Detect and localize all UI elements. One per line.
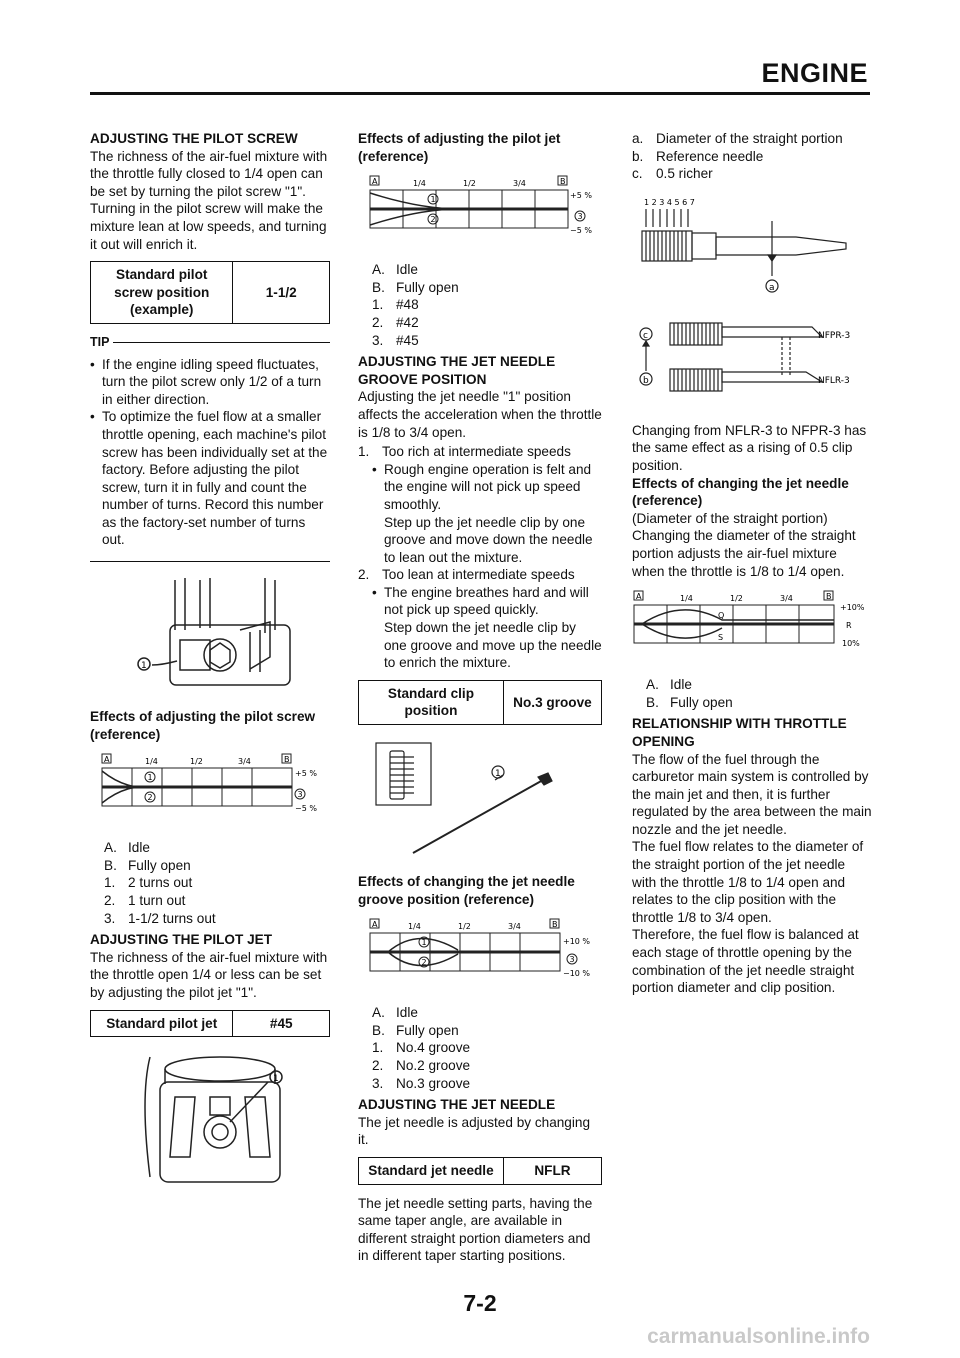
legend-item: B. Fully open xyxy=(646,694,733,710)
carburetor-pilot-screw-illustration xyxy=(90,570,330,700)
jet-needle-clip-illustration xyxy=(358,735,602,865)
graph-label-a: A xyxy=(636,592,642,602)
graph-circle-1: 1 xyxy=(147,773,153,783)
graph-minus: 10% xyxy=(842,639,860,649)
fig-caption-pilot-jet: Effects of adjusting the pilot jet (reference) xyxy=(358,131,561,164)
graph-minus: −5 % xyxy=(295,804,317,814)
graph-label-a: A xyxy=(372,177,378,187)
para-pilot-screw: The richness of the air-fuel mixture with the throttle fully closed to 1/4 open can be set by turning the pilot screw "1". Turning in the pilot screw will make the mixture lean at low speeds, and turning it out will enrich it. xyxy=(90,148,328,252)
para-throttle-1: The flow of the fuel through the carburetor main system is controlled by the main jet and then, it is further regulated by the area between the main nozzle and the jet needle. xyxy=(632,751,872,837)
legend-item: a. Diameter of the straight portion xyxy=(632,131,843,146)
heading-pilot-jet: ADJUSTING THE PILOT JET xyxy=(90,932,273,948)
legend-item: 2. 1 turn out xyxy=(104,893,186,909)
spec-table-jet-needle xyxy=(358,1157,602,1185)
legend-pilot-jet xyxy=(358,261,602,349)
graph-circle-1: 1 xyxy=(421,938,427,948)
legend-groove xyxy=(358,1004,602,1092)
graph-label-b: B xyxy=(826,592,832,602)
header-title: ENGINE xyxy=(761,58,868,88)
spec-key: Standard pilot screw position (example) xyxy=(91,262,233,323)
para-diameter-note: (Diameter of the straight portion) xyxy=(632,510,828,526)
graph-circle-2: 2 xyxy=(430,215,436,225)
para-throttle-2: The fuel flow relates to the diameter of the straight portion of the jet needle with the throttle 1/8 to 1/4 open and relates to the clip position with the throttle 1/8 to 3/4 open. xyxy=(632,839,864,925)
graph-tick-q2: 1/2 xyxy=(463,179,476,189)
graph-label-a: A xyxy=(372,920,378,930)
legend-item: B. Fully open xyxy=(372,279,459,295)
needle-label-nfpr: NFPR-3 xyxy=(818,330,851,341)
jet-needle-diameter-illustration xyxy=(632,191,872,301)
graph-plus: +10 % xyxy=(563,937,591,947)
para-groove-position: Adjusting the jet needle "1" position affects the acceleration when the throttle is 1/8 to 3/4 open. xyxy=(358,389,602,440)
graph-label-s: S xyxy=(718,633,724,643)
legend-item: 1. No.4 groove xyxy=(372,1040,471,1056)
legend-item: A. Idle xyxy=(646,677,692,693)
column-2 xyxy=(358,130,602,1265)
svg-text:b: b xyxy=(643,375,649,386)
spec-key: Standard jet needle xyxy=(359,1158,504,1184)
tip-box xyxy=(90,334,330,562)
graph-circle-3: 3 xyxy=(577,212,583,222)
graph-tick-q2: 1/2 xyxy=(730,594,743,604)
graph-label-r: R xyxy=(846,621,852,631)
graph-label-q: Q xyxy=(718,611,725,621)
legend-item: A. Idle xyxy=(372,1005,418,1021)
para-pilot-jet: The richness of the air-fuel mixture with the throttle open 1/4 or less can be set by adjusting the pilot jet "1". xyxy=(90,949,328,1000)
list-rich-lean: 1. Too rich at intermediate speeds • Rough engine operation is felt and the engine will not pick up speed smoothly. Step up the jet needle clip by one groove and move down the needle to lean out the mixture. 2. Too lean at intermediate speeds • The engine breathes hard and will not pick up speed quickly. Step down the jet needle clip by one groove and move up the needle to enrich the mixture. xyxy=(358,443,602,672)
legend-item: 1. #48 xyxy=(372,297,419,313)
graph-tick-q2: 1/2 xyxy=(458,922,471,932)
heading-pilot-screw: ADJUSTING THE PILOT SCREW xyxy=(90,131,298,146)
groove-effect-graph xyxy=(358,916,602,996)
graph-circle-1: 1 xyxy=(430,195,436,205)
heading-needle-effect: Effects of changing the jet needle (reference) xyxy=(632,475,849,509)
spec-value: No.3 groove xyxy=(513,694,592,710)
svg-text:1 2 3 4 5 6 7: 1 2 3 4 5 6 7 xyxy=(644,197,695,207)
heading-throttle: RELATIONSHIP WITH THROTTLE OPENING xyxy=(632,716,847,749)
heading-groove-position: ADJUSTING THE JET NEEDLE GROOVE POSITION xyxy=(358,354,556,387)
graph-tick-q1: 1/4 xyxy=(408,922,421,932)
graph-tick-q3: 3/4 xyxy=(238,757,251,767)
list-note: Step up the jet needle clip by one groove and move down the needle to lean out the mixture. xyxy=(384,514,593,565)
graph-label-b: B xyxy=(552,920,558,930)
graph-tick-q2: 1/2 xyxy=(190,757,203,767)
graph-tick-q1: 1/4 xyxy=(145,757,158,767)
legend-item: A. Idle xyxy=(372,262,418,278)
graph-label-b: B xyxy=(560,177,566,187)
graph-circle-2: 2 xyxy=(147,793,153,803)
legend-item: B. Fully open xyxy=(372,1022,459,1038)
tip-item: • If the engine idling speed fluctuates, turn the pilot screw only 1/2 of a turn in either direction. xyxy=(90,356,330,409)
legend-item: 3. 1-1/2 turns out xyxy=(104,910,216,926)
legend-item: 3. No.3 groove xyxy=(372,1075,471,1091)
graph-tick-q1: 1/4 xyxy=(680,594,693,604)
spec-key: Standard pilot jet xyxy=(91,1011,233,1037)
graph-tick-q3: 3/4 xyxy=(513,179,526,189)
legend-item: b. Reference needle xyxy=(632,148,764,164)
needle-label-nflr: NFLR-3 xyxy=(818,375,850,386)
needle-effect-graph xyxy=(632,588,872,668)
heading-jet-needle: ADJUSTING THE JET NEEDLE xyxy=(358,1097,556,1113)
graph-plus: +10% xyxy=(840,603,865,613)
para-needle-parts: The jet needle setting parts, having the same taper angle, are available in different straight portion diameters and in different taper starting positions. xyxy=(358,1195,593,1264)
graph-tick-q1: 1/4 xyxy=(413,179,426,189)
spec-key: Standard clip position xyxy=(359,681,504,724)
para-nflr-nfpr: Changing from NFLR-3 to NFPR-3 has the same effect as a rising of 0.5 clip position. xyxy=(632,422,867,473)
graph-circle-3: 3 xyxy=(569,955,575,965)
spec-value: #45 xyxy=(269,1015,293,1031)
para-diameter: Changing the diameter of the straight portion adjusts the air-fuel mixture when the throttle is 1/8 to 1/4 open. xyxy=(632,528,856,579)
pilot-jet-effect-graph xyxy=(358,173,602,253)
fig-caption-pilot-screw: Effects of adjusting the pilot screw (reference) xyxy=(90,709,316,742)
graph-tick-q3: 3/4 xyxy=(508,922,521,932)
graph-tick-q3: 3/4 xyxy=(780,594,793,604)
graph-circle-3: 3 xyxy=(297,790,303,800)
graph-circle-2: 2 xyxy=(421,958,427,968)
spec-table-clip xyxy=(358,680,602,725)
list-bullet: • The engine breathes hard and will not pick up speed quickly. xyxy=(372,584,602,619)
graph-minus: −5 % xyxy=(570,226,592,236)
legend-item: 2. #42 xyxy=(372,314,419,330)
legend-needle xyxy=(632,130,872,183)
pilot-screw-effect-graph xyxy=(90,751,330,831)
tip-label: TIP xyxy=(90,334,110,349)
legend-item: c. 0.5 richer xyxy=(632,166,713,182)
legend-pilot-screw xyxy=(90,839,330,927)
legend-item: 1. 2 turns out xyxy=(104,875,193,891)
para-jet-needle: The jet needle is adjusted by changing it. xyxy=(358,1114,591,1148)
list-note: Step down the jet needle clip by one groove and move up the needle to enrich the mixture. xyxy=(384,620,602,671)
spec-value: NFLR xyxy=(534,1162,571,1178)
spec-table-pilot-jet xyxy=(90,1010,330,1038)
legend-item: B. Fully open xyxy=(104,857,191,873)
needle-comparison-illustration xyxy=(632,309,872,414)
graph-label-b: B xyxy=(284,755,290,765)
legend-needle-effect xyxy=(632,676,872,711)
legend-item: 2. No.2 groove xyxy=(372,1058,471,1073)
graph-plus: +5 % xyxy=(570,191,592,201)
graph-plus: +5 % xyxy=(295,769,317,779)
svg-text:1: 1 xyxy=(273,1074,279,1085)
graph-minus: −10 % xyxy=(563,969,591,979)
svg-text:c: c xyxy=(643,330,648,341)
column-1 xyxy=(90,130,330,1205)
tip-item: • To optimize the fuel flow at a smaller throttle opening, each machine's pilot screw has been individually set at the factory. Before adjusting the pilot screw, turn it in fully and count the number of turns. Record this number as the factory-set number of turns out. xyxy=(90,408,330,549)
header-rule xyxy=(90,92,870,95)
carburetor-pilot-jet-illustration xyxy=(90,1047,330,1197)
spec-value: 1-1/2 xyxy=(265,284,297,300)
column-3 xyxy=(632,130,872,997)
para-throttle-3: Therefore, the fuel flow is balanced at each stage of throttle opening by the combination of the jet needle straight portion diameter and clip position. xyxy=(632,927,859,996)
list-bullet: • Rough engine operation is felt and the engine will not pick up speed smoothly. xyxy=(372,461,602,514)
page-number: 7-2 xyxy=(463,1290,497,1316)
svg-text:1: 1 xyxy=(495,769,501,780)
watermark: carmanualsonline.info xyxy=(647,1325,870,1348)
legend-item: A. Idle xyxy=(104,840,150,856)
svg-text:1: 1 xyxy=(141,661,147,672)
svg-text:a: a xyxy=(769,282,775,293)
fig-caption-groove: Effects of changing the jet needle groove position (reference) xyxy=(358,874,575,907)
graph-label-a: A xyxy=(104,755,110,765)
spec-table-pilot-screw xyxy=(90,261,330,324)
legend-item: 3. #45 xyxy=(372,332,419,348)
